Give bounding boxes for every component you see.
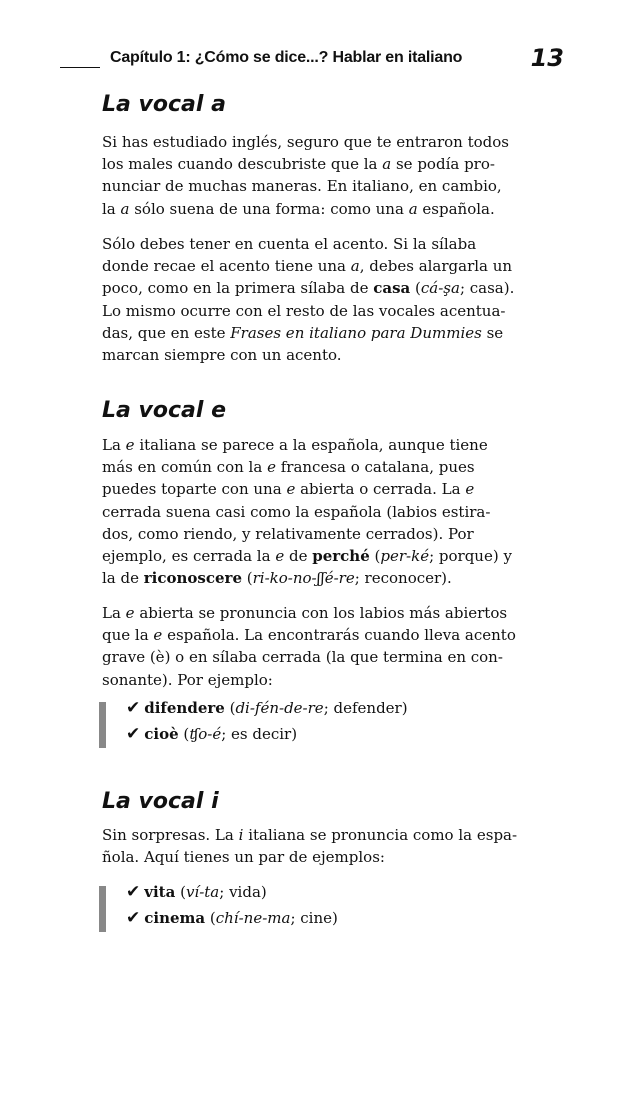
text-line: La e italiana se parece a la española, aunque tiene: [102, 436, 488, 454]
text-line: cerrada suena casi como la española (labios estira-: [102, 502, 491, 521]
list-item: ✔ cinema (chí-ne-ma; cine): [126, 908, 338, 928]
text-line: La e abierta se pronuncia con los labios más abiertos: [102, 604, 508, 622]
text-line: más en común con la e francesa o catalana, pues: [102, 458, 475, 477]
list-sidebar: [99, 702, 106, 748]
section-heading-vocal-a: La vocal a: [102, 92, 226, 117]
text-line: los males cuando descubriste que la a se podía pro-: [102, 155, 495, 174]
text-line: puedes toparte con una e abierta o cerrada. La e: [102, 480, 475, 499]
text-line: sonante). Por ejemplo:: [102, 670, 273, 689]
paragraph-vocal-i-1: [102, 824, 567, 868]
checkmark-icon: ✔: [126, 908, 141, 928]
text-line: ñola. Aquí tienes un par de ejemplos:: [102, 848, 385, 867]
text-line: das, que en este Frases en italiano para Dummies se: [102, 323, 504, 342]
text-line: que la e española. La encontrarás cuando lleva acento: [102, 626, 516, 645]
list-sidebar: [99, 886, 106, 932]
list-item: ✔ vita (ví-ta; vida): [126, 882, 267, 902]
example-list-e: [99, 694, 499, 750]
text-line: Si has estudiado inglés, seguro que te entraron todos: [102, 133, 509, 151]
text-line: nunciar de muchas maneras. En italiano, en cambio,: [102, 177, 502, 196]
list-item: ✔ cioè (ʧo-é; es decir): [126, 724, 298, 744]
text-line: Lo mismo ocurre con el resto de las vocales acentua-: [102, 301, 506, 320]
text-line: Sin sorpresas. La i italiana se pronuncia como la espa-: [102, 826, 518, 844]
text-line: marcan siempre con un acento.: [102, 346, 342, 365]
paragraph-vocal-e-2: [102, 602, 567, 691]
list-item: ✔ difendere (di-fén-de-re; defender): [126, 698, 408, 718]
chapter-title: Capítulo 1: ¿Cómo se dice...? Hablar en italiano: [110, 49, 463, 66]
text-line: poco, como en la primera sílaba de casa (cá-şa; casa).: [102, 279, 515, 298]
paragraph-vocal-a-1: [102, 131, 567, 220]
text-line: Sólo debes tener en cuenta el acento. Si la sílaba: [102, 235, 477, 253]
checkmark-icon: ✔: [126, 698, 141, 718]
header-rule: [60, 67, 100, 68]
page-number: 13: [530, 44, 564, 72]
example-list-i: [99, 878, 499, 934]
running-header: [60, 46, 564, 76]
paragraph-vocal-a-2: [102, 233, 567, 366]
section-heading-vocal-e: La vocal e: [102, 398, 226, 423]
paragraph-vocal-e-1: [102, 434, 567, 589]
checkmark-icon: ✔: [126, 724, 141, 744]
text-line: ejemplo, es cerrada la e de perché (per-ké; porque) y: [102, 547, 512, 566]
section-heading-vocal-i: La vocal i: [102, 789, 219, 814]
text-line: la de riconoscere (ri-ko-no-ʃʃé-re; reconocer).: [102, 569, 452, 588]
text-line: dos, como riendo, y relativamente cerrados). Por: [102, 524, 474, 543]
text-line: la a sólo suena de una forma: como una a española.: [102, 199, 495, 218]
text-line: grave (è) o en sílaba cerrada (la que termina en con-: [102, 648, 503, 667]
text-line: donde recae el acento tiene una a, debes alargarla un: [102, 257, 513, 276]
checkmark-icon: ✔: [126, 882, 141, 902]
